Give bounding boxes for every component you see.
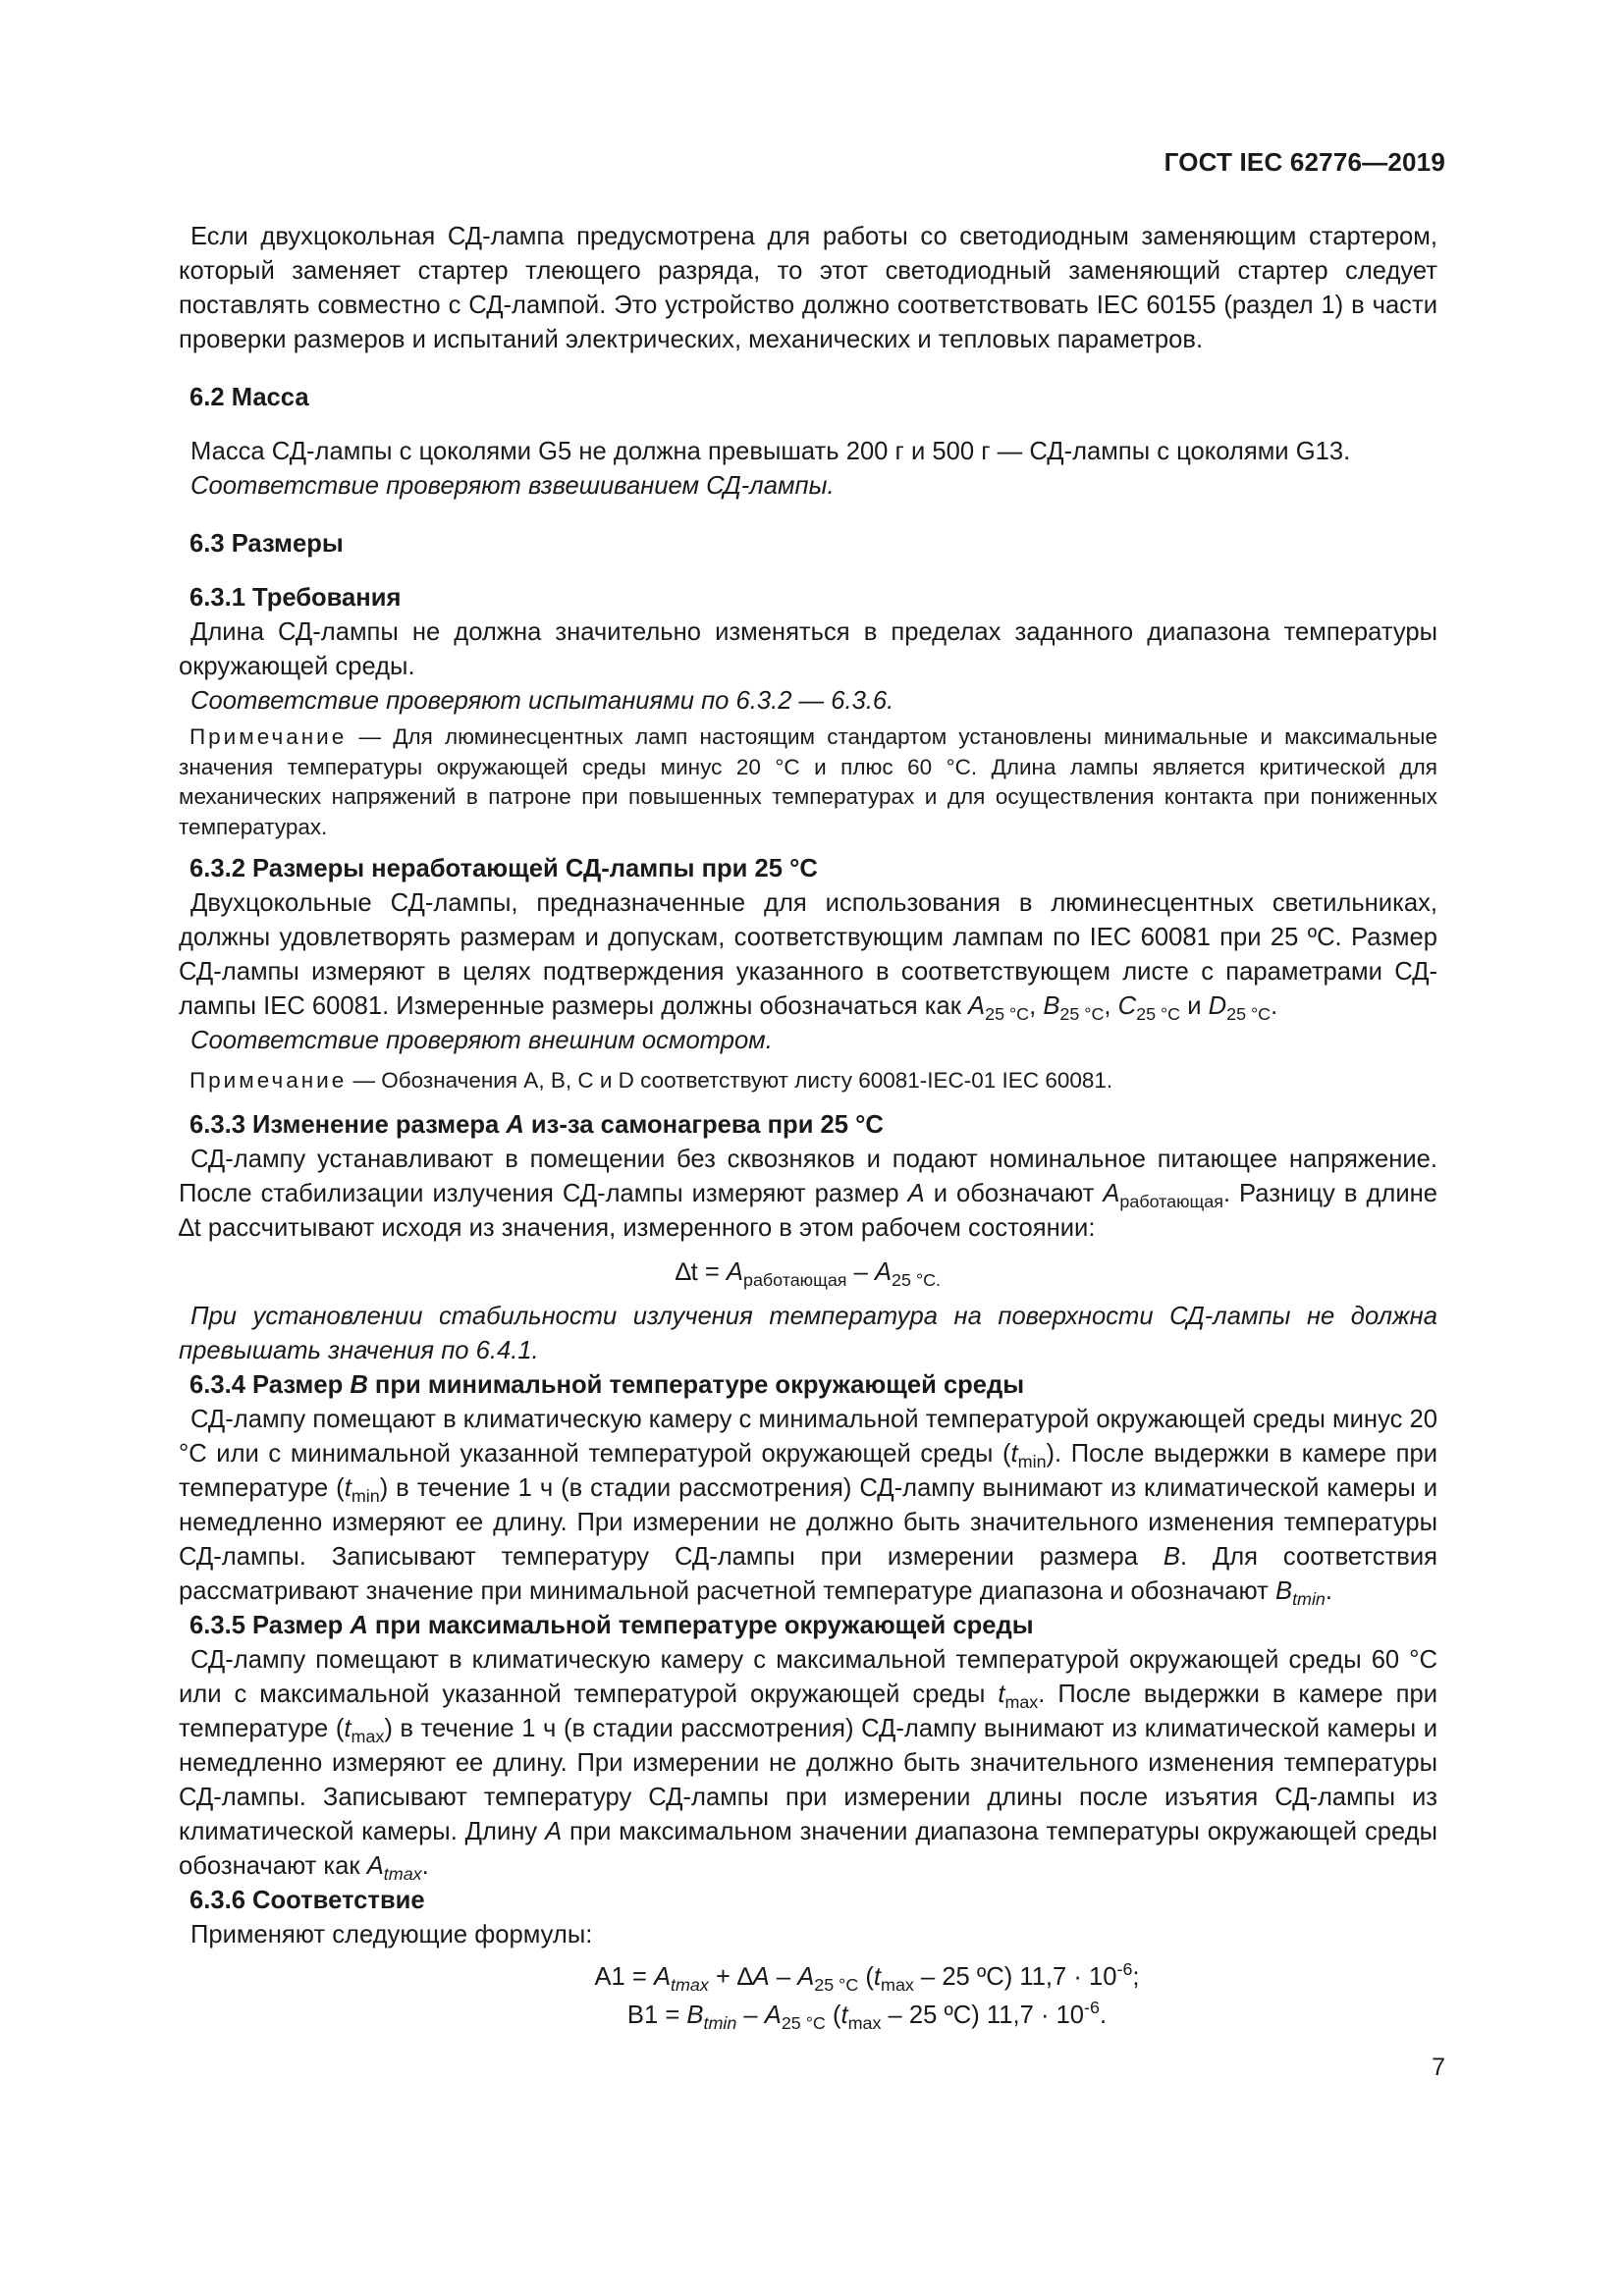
section-6-3-3-text: СД-лампу устанавливают в помещении без сквозняков и подают номинальное питающее напряжение. После стабилизации излучения СД-лампы измеряют размер А и обозначают $А_{работающая}$. Разницу в длине ∆t рассчитывают исходя из значения, измеренного в этом рабочем состоянии: — [179, 1145, 1437, 1242]
page-number: 7 — [1432, 2054, 1445, 2081]
section-6-3-4-text: СД-лампу помещают в климатическую камеру с минимальной температурой окружающей среды минус 20 °С или с минимальной указанной температурой окружающей среды $(t_{min})$. После выдержки в камере при температуре $(t_{min})$ в течение 1 ч (в стадии рассмотрения) СД-лампу вынимают из климатической камеры и немедленно измеряют ее длину. При измерении не должно быть значительного изменения температуры СД-лампы. Записывают температуру СД-лампы при измерении размера В. Для соответствия рассматривают значение при минимальной расчетной температуре диапазона и обозначают $В_{tmin}$. — [179, 1405, 1437, 1609]
section-6-3-1-heading: 6.3.1 Требования — [189, 584, 402, 612]
section-6-3-2-check: Соответствие проверяют внешним осмотром. — [190, 1027, 773, 1054]
section-6-3-2-heading: 6.3.2 Размеры неработающей СД-лампы при 25 °С — [189, 855, 818, 882]
section-6-3-heading: 6.3 Размеры — [189, 530, 344, 558]
section-6-3-3-check: При установлении стабильности излучения температура на поверхности СД-лампы не должна превышать значения по 6.4.1. — [179, 1302, 1437, 1364]
section-6-3-1-note — [179, 722, 1437, 842]
note-text: — Для люминесцентных ламп настоящим стандартом установлены минимальные и максимальные значения температуры окружающей среды минус 20 °С и плюс 60 °С. Длина лампы является критической для механических напряжений в патроне при повышенных температурах и для осуществления контакта при пониженных температурах. — [179, 724, 1437, 839]
section-6-3-2-note: Примечание — Обозначения А, В, С и D соответствуют листу 60081-IEC-01 IEC 60081. — [189, 1068, 1113, 1093]
formula-b1: $B1 = В_{tmin} - А_{25 ^\circ С}$ ($t_{max} - 25$ ºС) $11,7 \cdot 10^{-6}$. — [626, 1997, 1108, 2033]
section-6-3-1-check: Соответствие проверяют испытаниями по 6.3.2 — 6.3.6. — [190, 687, 894, 715]
section-6-2-heading: 6.2 Масса — [189, 384, 309, 411]
intro-paragraph: Если двухцокольная СД-лампа предусмотрена для работы со светодиодным заменяющим стартером, который заменяет стартер тлеющего разряда, то этот светодиодный заменяющий стартер следует поставлять совместно с СД-лампой. Это устройство должно соответствовать IEC 60155 (раздел 1) в части проверки размеров и испытаний электрических, механических и тепловых параметров. — [179, 223, 1438, 353]
document-body — [179, 220, 1437, 2033]
section-6-3-3-formula: $\Delta t = А_{работающая} - А_{25 ^\circ С.}$ — [675, 1257, 942, 1290]
section-6-3-3-heading: 6.3.3 Изменение размера А из-за самонагрева при 25 °С — [189, 1110, 884, 1139]
section-6-3-5-text: СД-лампу помещают в климатическую камеру с максимальной температурой окружающей среды 60 °С или с максимальной указанной температурой окружающей среды $t_{max}$. После выдержки в камере при температуре $(t_{max})$ в течение 1 ч (в стадии рассмотрения) СД-лампу вынимают из климатической камеры и немедленно измеряют ее длину. При измерении не должно быть значительного изменения температуры СД-лампы. Записывают температуру СД-лампы при измерении длины после изъятия СД-лампы из климатической камеры. Длину А при максимальном значении диапазона температуры окружающей среды обозначают как $А_{tmax}$. — [179, 1645, 1438, 1884]
section-6-3-5-heading: 6.3.5 Размер А при максимальной температуре окружающей среды — [189, 1611, 1034, 1639]
section-6-2-check: Соответствие проверяют взвешиванием СД-лампы. — [190, 472, 835, 500]
section-6-2-text: Масса СД-лампы с цоколями G5 не должна превышать 200 г и 500 г — СД-лампы с цоколями G13. — [190, 438, 1351, 465]
section-6-3-6-text: Применяют следующие формулы: — [190, 1920, 593, 1949]
section-6-3-6-heading: 6.3.6 Соответствие — [189, 1886, 425, 1914]
note-label: Примечание — [189, 724, 348, 749]
section-6-3-2-text: Двухцокольные СД-лампы, предназначенные для использования в люминесцентных светильниках, должны удовлетворять размерам и допускам, соответствующим лампам по IEC 60081 при 25 ºС. Размер СД-лампы измеряют в целях подтверждения указанного в соответствующем листе с параметрами СД-лампы IEC 60081. Измеренные размеры должны обозначаться как $A_{25 ^\circ С}$, $B_{25 ^\circ С}$, $C_{25 ^\circ С}$ и $D_{25 ^\circ С}$. — [179, 889, 1437, 1024]
document-header: ГОСТ IEC 62776—2019 — [1164, 147, 1445, 177]
section-6-3-1-text: Длина СД-лампы не должна значительно изменяться в пределах заданного диапазона температуры окружающей среды. — [179, 618, 1437, 680]
section-6-3-4-heading: 6.3.4 Размер В при минимальной температуре окружающей среды — [189, 1370, 1025, 1399]
formula-a1: $A1 = А_{tmax} + \Delta А - А_{25 ^\circ С}$ ($t_{max} - 25$ ºС) $11,7 \cdot 10^{-6}$; — [594, 1958, 1140, 1995]
